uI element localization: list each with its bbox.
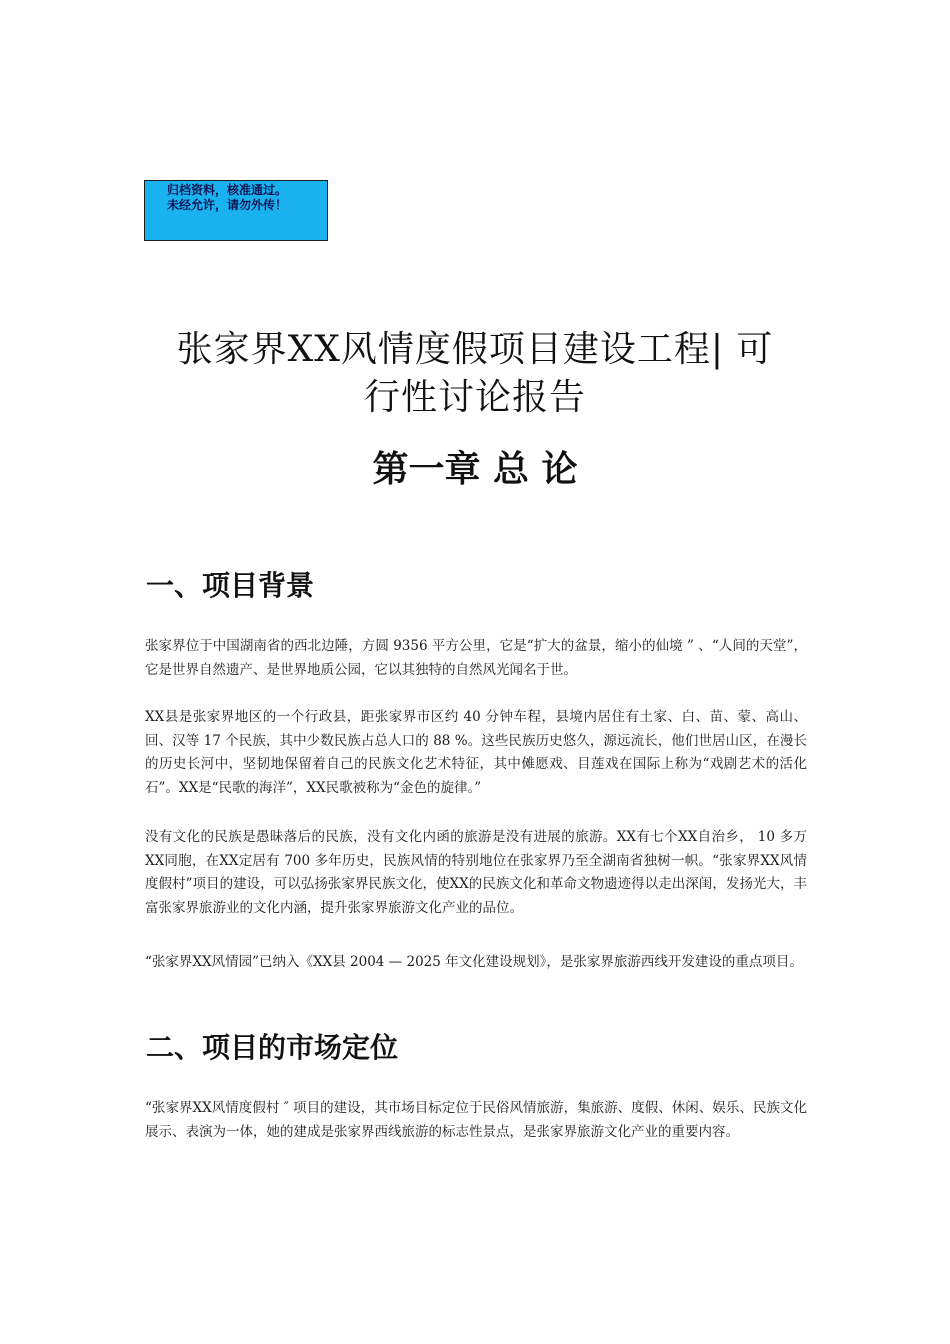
stamp-line-1: 归档资料，核准通过。 bbox=[167, 183, 288, 197]
paragraph: “张家界XX风情度假村 ″ 项目的建设，其市场目标定位于民俗风情旅游，集旅游、度假、休闲、娱乐、民族文化展示、表演为一体，她的建成是张家界西线旅游的标志性景点，是张家界旅游文化产业的重要内容。 bbox=[145, 1100, 807, 1140]
paragraph: XX县是张家界地区的一个行政县，距张家界市区约 40 分钟车程，县境内居住有土家、白、苗、蒙、高山、回、汉等 17 个民族，其中少数民族占总人口的 88 %。这些民族历史悠久，源远流长，他们世居山区，在漫长的历史长河中，坚韧地保留着自己的民族文化艺术特征，其中傩愿戏、目莲戏在国际上称为“戏剧艺术的活化石”。XX是“民歌的海洋”，XX民歌被称为“金色的旋律。” bbox=[145, 709, 807, 796]
paragraph: “张家界XX风情园”已纳入《XX县 2004 — 2025 年文化建设规划》，是张家界旅游西线开发建设的重点项目。 bbox=[145, 954, 803, 970]
chapter-heading: 第一章 总 论 bbox=[372, 448, 578, 490]
section-heading-background: 一、项目背景 bbox=[146, 569, 315, 602]
title-line-2: 行性讨论报告 bbox=[363, 377, 586, 418]
archive-stamp bbox=[144, 180, 328, 241]
stamp-line-2: 未经允许，请勿外传！ bbox=[167, 198, 288, 212]
paragraph: 没有文化的民族是愚昧落后的民族，没有文化内函的旅游是没有进展的旅游。XX有七个XX自治乡， 10 多万XX同胞，在XX定居有 700 多年历史，民族风情的特别地位在张家界乃至全湖南省独树一帜。“张家界XX风情度假村”项目的建设，可以弘扬张家界民族文化，使XX的民族文化和革命文物遗迹得以走出深闺，发扬光大，丰富张家界旅游业的文化内涵，提升张家界旅游文化产业的品位。 bbox=[145, 829, 807, 916]
document-title bbox=[140, 326, 810, 422]
title-line-1: 张家界XX风情度假项目建设工程| 可 bbox=[176, 329, 774, 370]
section-heading-market-positioning: 二、项目的市场定位 bbox=[146, 1031, 399, 1064]
paragraph: 张家界位于中国湖南省的西北边陲，方圆 9356 平方公里，它是“扩大的盆景，缩小的仙境 ” 、“人间的天堂”，它是世界自然遗产、是世界地质公园，它以其独特的自然风光闻名于世。 bbox=[145, 638, 807, 678]
